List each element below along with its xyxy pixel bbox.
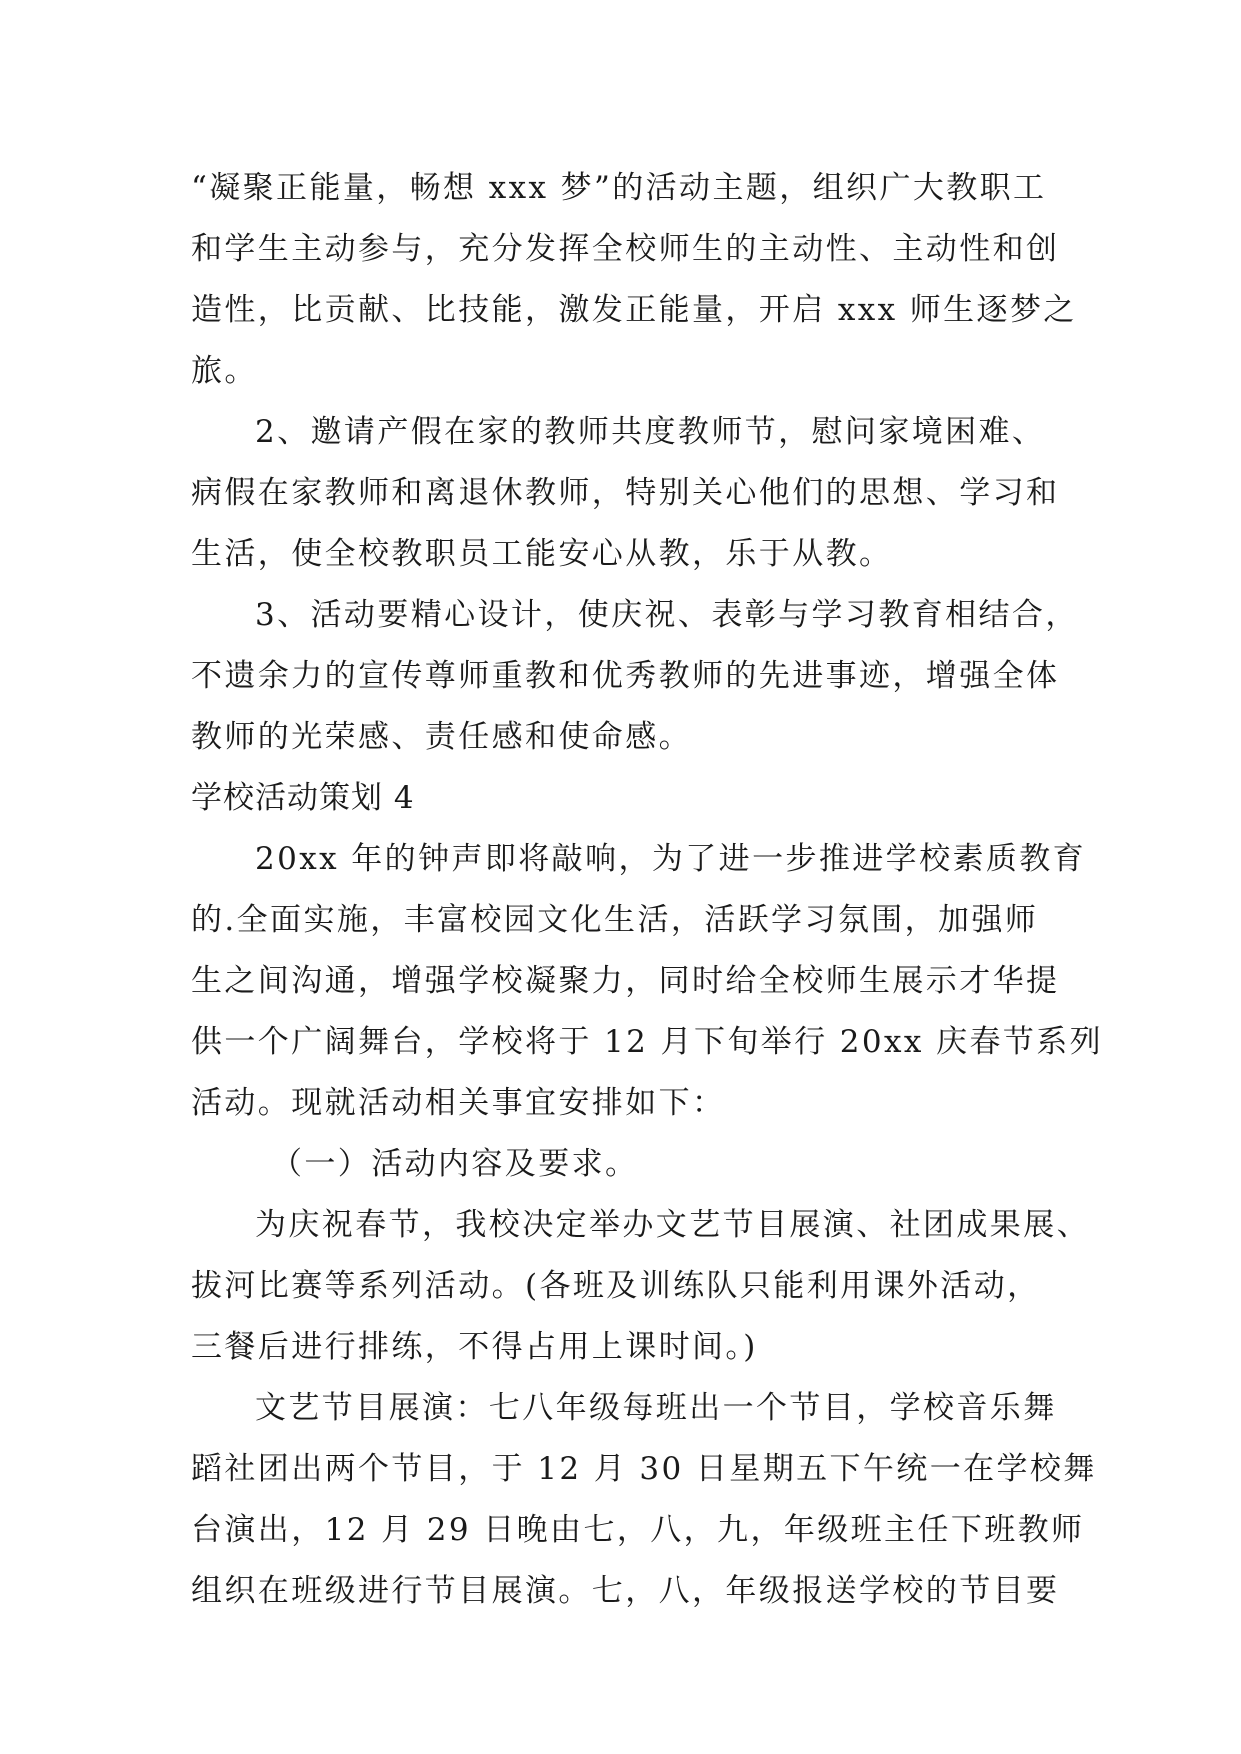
text-line: 造性，比贡献、比技能，激发正能量，开启 xxx 师生逐梦之 <box>191 292 1077 328</box>
paragraph <box>191 1378 1097 1622</box>
text-line: 2、邀请产假在家的教师共度教师节，慰问家境困难、 <box>255 414 1046 450</box>
subsection-title: （一）活动内容及要求。 <box>271 1146 639 1182</box>
document-body <box>191 158 1104 1622</box>
paragraph <box>191 829 1104 1134</box>
section-heading: 学校活动策划 4 <box>191 780 415 816</box>
text-line: 三餐后进行排练，不得占用上课时间。) <box>191 1329 758 1365</box>
text-line: 不遗余力的宣传尊师重教和优秀教师的先进事迹，增强全体 <box>191 658 1060 694</box>
text-line: 供一个广阔舞台，学校将于 12 月下旬举行 20xx 庆春节系列 <box>191 1024 1104 1060</box>
text-line: 组织在班级进行节目展演。七，八，年级报送学校的节目要 <box>191 1573 1060 1609</box>
paragraph <box>191 402 1061 585</box>
text-line: 病假在家教师和离退休教师，特别关心他们的思想、学习和 <box>191 475 1060 511</box>
text-line: 蹈社团出两个节目，于 12 月 30 日星期五下午统一在学校舞 <box>191 1451 1097 1487</box>
text-line: 20xx 年的钟声即将敲响，为了进一步推进学校素质教育 <box>255 841 1087 877</box>
paragraph <box>191 1195 1090 1378</box>
text-line: “凝聚正能量，畅想 xxx 梦”的活动主题，组织广大教职工 <box>191 170 1047 206</box>
text-line: 拔河比赛等系列活动。(各班及训练队只能利用课外活动， <box>191 1268 1041 1304</box>
text-line: 活动。现就活动相关事宜安排如下： <box>191 1085 726 1121</box>
text-line: 的.全面实施，丰富校园文化生活，活跃学习氛围，加强师 <box>191 902 1039 938</box>
text-line: 台演出，12 月 29 日晚由七，八，九，年级班主任下班教师 <box>191 1512 1085 1548</box>
text-line: 3、活动要精心设计，使庆祝、表彰与学习教育相结合， <box>255 597 1079 633</box>
paragraph <box>191 585 1079 768</box>
text-line: 文艺节目展演：七八年级每班出一个节目，学校音乐舞 <box>255 1390 1057 1426</box>
paragraph <box>191 158 1077 402</box>
text-line: 为庆祝春节，我校决定举办文艺节目展演、社团成果展、 <box>255 1207 1090 1243</box>
text-line: 生之间沟通，增强学校凝聚力，同时给全校师生展示才华提 <box>191 963 1060 999</box>
text-line: 生活，使全校教职员工能安心从教，乐于从教。 <box>191 536 893 572</box>
text-line: 教师的光荣感、责任感和使命感。 <box>191 719 692 755</box>
text-line: 和学生主动参与，充分发挥全校师生的主动性、主动性和创 <box>191 231 1060 267</box>
text-line: 旅。 <box>191 353 258 389</box>
